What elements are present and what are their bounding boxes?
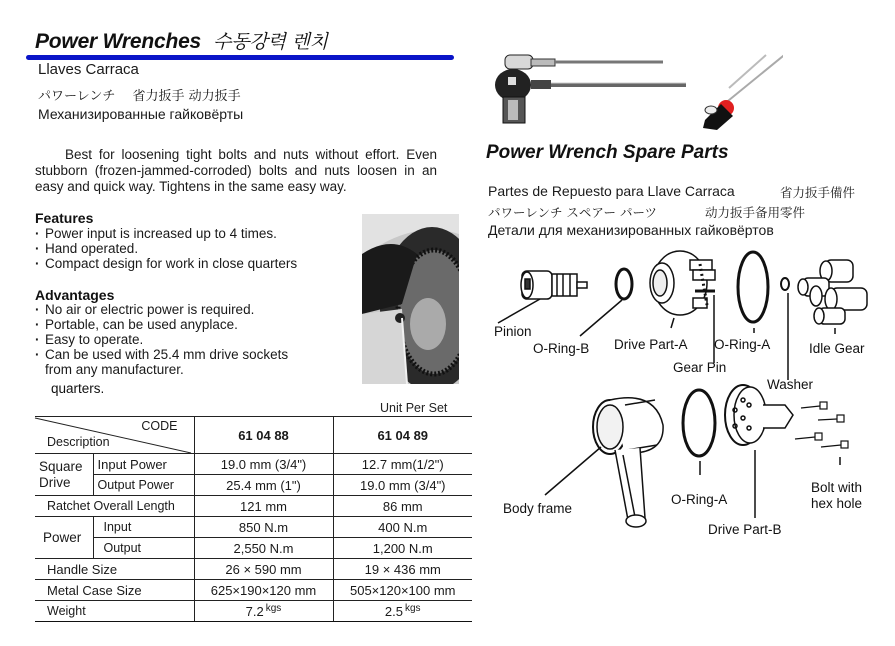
table-row	[35, 454, 472, 475]
cell: 7.2 $^{kgs}$	[194, 601, 333, 622]
advantage-item: · Can be used with 25.4 mm drive sockets	[35, 347, 288, 362]
cell: 19.0 mm (3/4")	[194, 454, 333, 475]
drive-part-a-icon	[650, 251, 715, 315]
feature-item: · Hand operated.	[35, 241, 297, 256]
table-row	[35, 580, 472, 601]
spare-parts-subtitle-japanese: パワーレンチ スペアー パーツ	[488, 205, 658, 220]
subtitle-japanese-chinese: パワーレンチ 省力扳手 动力扳手	[38, 89, 241, 104]
red-wrench-icon	[703, 52, 783, 130]
table-row	[35, 517, 472, 538]
power-output-label: Output	[93, 538, 194, 559]
label-o-ring-b: O-Ring-B	[533, 341, 590, 356]
table-row	[35, 559, 472, 580]
header-code: CODE	[141, 419, 178, 433]
code-description-header	[35, 417, 194, 454]
table-row	[35, 601, 472, 622]
label-gear-pin: Gear Pin	[673, 360, 727, 375]
spare-parts-subtitle-chinese-traditional: 省力扳手備件	[780, 185, 856, 200]
wheel-wrench-photo	[362, 214, 459, 384]
ratchet-length-label: Ratchet Overall Length	[35, 496, 194, 517]
label-washer: Washer	[767, 377, 814, 392]
cell: 625×190×120 mm	[194, 580, 333, 601]
spare-parts-subtitle-russian: Детали для механизированных гайковёртов	[488, 222, 774, 238]
code-col-1: 61 04 88	[194, 417, 333, 454]
advantage-item: · Easy to operate.	[35, 332, 288, 347]
cell: 121 mm	[194, 496, 333, 517]
case-size-label: Metal Case Size	[35, 580, 194, 601]
spare-parts-subtitle-spanish: Partes de Repuesto para Llave Carraca	[488, 183, 735, 199]
title-underline-bar	[26, 55, 454, 60]
features-heading: Features	[35, 210, 94, 226]
page-title	[35, 27, 328, 54]
handle-size-label: Handle Size	[35, 559, 194, 580]
subtitle-russian: Механизированные гайковёрты	[38, 106, 244, 122]
cell: 19 × 436 mm	[333, 559, 472, 580]
advantages-list	[35, 302, 288, 377]
spec-table	[35, 416, 472, 622]
cell: 26 × 590 mm	[194, 559, 333, 580]
label-o-ring-a-top: O-Ring-A	[714, 337, 771, 352]
power-wrench-icon	[495, 55, 686, 123]
cell: 86 mm	[333, 496, 472, 517]
label-body-frame: Body frame	[503, 501, 573, 516]
label-drive-part-a: Drive Part-A	[614, 337, 688, 352]
cell: 850 N.m	[194, 517, 333, 538]
label-idle-gear: Idle Gear	[809, 341, 865, 356]
cell: 505×120×100 mm	[333, 580, 472, 601]
drive-part-b-icon	[725, 385, 793, 445]
label-pinion: Pinion	[494, 324, 532, 339]
table-row	[35, 538, 472, 559]
cell: 1,200 N.m	[333, 538, 472, 559]
cell: 25.4 mm (1")	[194, 475, 333, 496]
unit-note: Unit Per Set	[380, 401, 448, 415]
idle-gear-icon	[798, 260, 867, 324]
cell: 2.5 $^{kgs}$	[333, 601, 472, 622]
pinion-icon	[521, 271, 587, 299]
advantages-heading: Advantages	[35, 287, 115, 303]
wrench-product-images	[483, 50, 783, 130]
exploded-parts-diagram	[485, 250, 890, 550]
header-description: Description	[47, 435, 110, 449]
label-bolt-line1: Bolt with	[811, 480, 863, 495]
square-drive-label: Square Drive	[35, 454, 93, 496]
features-list	[35, 226, 297, 271]
weight-label: Weight	[35, 601, 194, 622]
power-input-label: Input	[93, 517, 194, 538]
cell: 12.7 mm(1/2")	[333, 454, 472, 475]
title-en: Power Wrenches	[35, 30, 202, 53]
output-power-label: Output Power	[93, 475, 194, 496]
advantage-item: · Portable, can be used anyplace.	[35, 317, 288, 332]
advantage-item-continuation: from any manufacturer.	[45, 362, 184, 377]
advantage-item: · No air or electric power is required.	[35, 302, 288, 317]
bolt-icon	[795, 402, 848, 448]
cell: 2,550 N.m	[194, 538, 333, 559]
cell: 400 N.m	[333, 517, 472, 538]
feature-item: · Compact design for work in close quarters	[35, 256, 297, 271]
intro-paragraph: Best for loosening tight bolts and nuts without effort. Even stubborn (frozen-jammed-corroded) bolts and nuts loosen in an easy and quick way. Tightens in the same easy way.	[35, 147, 437, 194]
feature-item: · Power input is increased up to 4 times.	[35, 226, 297, 241]
power-label: Power	[35, 517, 93, 559]
table-header-row	[35, 417, 472, 454]
code-col-2: 61 04 89	[333, 417, 472, 454]
spare-parts-title: Power Wrench Spare Parts	[486, 142, 729, 163]
label-bolt-line2: hex hole	[811, 496, 863, 511]
input-power-label: Input Power	[93, 454, 194, 475]
body-frame-icon	[593, 398, 663, 527]
table-row	[35, 475, 472, 496]
cell: 19.0 mm (3/4")	[333, 475, 472, 496]
subtitle-spanish: Llaves Carraca	[38, 61, 139, 78]
stray-text: quarters.	[51, 381, 105, 396]
spare-parts-subtitle-chinese-simplified: 动力扳手备用零件	[705, 205, 806, 220]
label-o-ring-a-bottom: O-Ring-A	[671, 492, 728, 507]
title-ko: 수동강력 렌치	[213, 31, 328, 53]
label-drive-part-b: Drive Part-B	[708, 522, 782, 537]
table-row	[35, 496, 472, 517]
